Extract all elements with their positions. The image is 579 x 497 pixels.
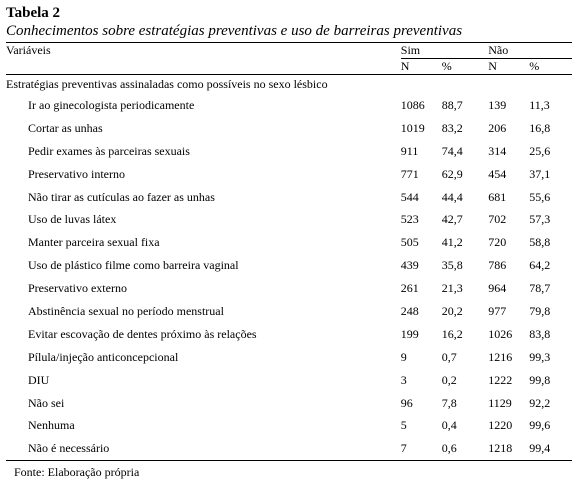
row-label: Pílula/injeção anticoncepcional [28,349,179,364]
row-no-pct: 64,2 [529,258,551,273]
row-no-pct: 37,1 [529,166,551,181]
row-yes-pct: 0,6 [441,441,457,456]
row-no-pct: 58,8 [529,235,551,250]
row-no-n: 1220 [488,418,513,433]
table-row [6,231,572,254]
row-label: Pedir exames às parceiras sexuais [28,143,190,158]
row-yes-n: 523 [400,212,419,227]
row-yes-pct: 21,3 [441,281,463,296]
row-yes-pct: 35,8 [441,258,463,273]
row-no-pct: 99,3 [529,349,551,364]
row-no-n: 1218 [488,441,513,456]
table-row [6,117,572,140]
row-no-n: 702 [488,212,507,227]
row-no-n: 1026 [488,326,513,341]
row-yes-n: 911 [400,143,419,158]
row-yes-n: 261 [400,281,419,296]
row-label: Preservativo externo [28,281,127,296]
table-row [6,140,572,163]
table-row [6,277,572,300]
section-label: Estratégias preventivas assinaladas como possíveis no sexo lésbico [6,77,328,91]
row-yes-pct: 20,2 [441,303,463,318]
table-row [6,437,572,460]
header-yes-n: N [401,59,442,75]
table-row [6,323,572,346]
table-row [6,369,572,392]
header-yes: Sim [401,43,488,59]
row-yes-pct: 44,4 [441,189,463,204]
row-label: Uso de luvas látex [28,212,117,227]
row-label: Evitar escovação de dentes próximo às relações [28,326,257,341]
row-no-n: 964 [488,281,507,296]
row-yes-pct: 7,8 [441,395,457,410]
row-yes-n: 3 [400,372,407,387]
row-label: Manter parceira sexual fixa [28,235,160,250]
row-no-n: 314 [488,143,507,158]
row-label: Não sei [28,395,65,410]
table-row [6,392,572,415]
row-no-pct: 57,3 [529,212,551,227]
data-table [6,43,572,460]
row-no-pct: 11,3 [529,97,550,112]
row-yes-n: 1019 [400,120,425,135]
row-label: DIU [28,372,50,387]
row-no-n: 139 [488,97,507,112]
bottom-rule [6,460,572,461]
row-no-n: 454 [488,166,507,181]
row-label: Cortar as unhas [28,120,103,135]
row-yes-n: 544 [400,189,419,204]
row-no-n: 206 [488,120,507,135]
table-row [6,346,572,369]
table-row [6,300,572,323]
row-yes-pct: 0,2 [441,372,457,387]
row-yes-n: 5 [400,418,407,433]
row-yes-n: 9 [400,349,407,364]
row-yes-pct: 0,4 [441,418,457,433]
row-no-pct: 16,8 [529,120,551,135]
row-yes-pct: 62,9 [441,166,463,181]
header-yes-pct: % [442,59,488,75]
row-no-pct: 83,8 [529,326,551,341]
table-row [6,208,572,231]
row-yes-pct: 16,2 [441,326,463,341]
row-no-pct: 99,8 [529,372,551,387]
row-no-n: 720 [488,235,507,250]
row-label: Abstinência sexual no período menstrual [28,303,224,318]
table-row [6,186,572,209]
row-no-n: 786 [488,258,507,273]
table-row [6,414,572,437]
row-yes-n: 199 [400,326,419,341]
row-yes-pct: 83,2 [441,120,463,135]
header-no-pct: % [529,59,572,75]
row-no-pct: 55,6 [529,189,551,204]
header-row-2 [6,59,572,75]
row-no-pct: 99,6 [529,418,551,433]
table-figure [6,4,572,480]
row-no-pct: 25,6 [529,143,551,158]
row-label: Não é necessário [28,441,110,456]
table-row [6,163,572,186]
row-yes-n: 771 [400,166,419,181]
header-blank [6,59,401,75]
table-row [6,254,572,277]
header-row-1 [6,43,572,59]
row-yes-n: 505 [400,235,419,250]
header-variables: Variáveis [6,43,51,58]
table-label: Tabela 2 [6,5,61,21]
row-no-pct: 79,8 [529,303,551,318]
header-no-n: N [488,59,529,75]
row-yes-n: 248 [400,303,419,318]
row-no-n: 681 [488,189,507,204]
row-yes-pct: 41,2 [441,235,463,250]
row-no-pct: 78,7 [529,281,551,296]
row-yes-n: 1086 [400,97,425,112]
row-yes-n: 7 [400,441,407,456]
row-no-n: 1129 [488,395,512,410]
header-no: Não [488,43,572,59]
row-no-n: 1216 [488,349,513,364]
row-yes-pct: 74,4 [441,143,463,158]
table-caption: Conhecimentos sobre estratégias preventivas e uso de barreiras preventivas [6,23,463,39]
row-yes-pct: 42,7 [441,212,463,227]
table-source: Fonte: Elaboração própria [14,465,140,480]
row-label: Preservativo interno [28,166,125,181]
row-no-pct: 92,2 [529,395,551,410]
row-yes-n: 96 [400,395,413,410]
table-row [6,94,572,117]
row-no-n: 977 [488,303,507,318]
row-label: Uso de plástico filme como barreira vaginal [28,258,239,273]
row-label: Nenhuma [28,418,75,433]
row-no-n: 1222 [488,372,513,387]
row-no-pct: 99,4 [529,441,551,456]
row-label: Ir ao ginecologista periodicamente [28,97,195,112]
row-yes-pct: 88,7 [441,97,463,112]
row-label: Não tirar as cutículas ao fazer as unhas [28,189,215,204]
section-row [6,75,572,95]
row-yes-pct: 0,7 [441,349,457,364]
row-yes-n: 439 [400,258,419,273]
